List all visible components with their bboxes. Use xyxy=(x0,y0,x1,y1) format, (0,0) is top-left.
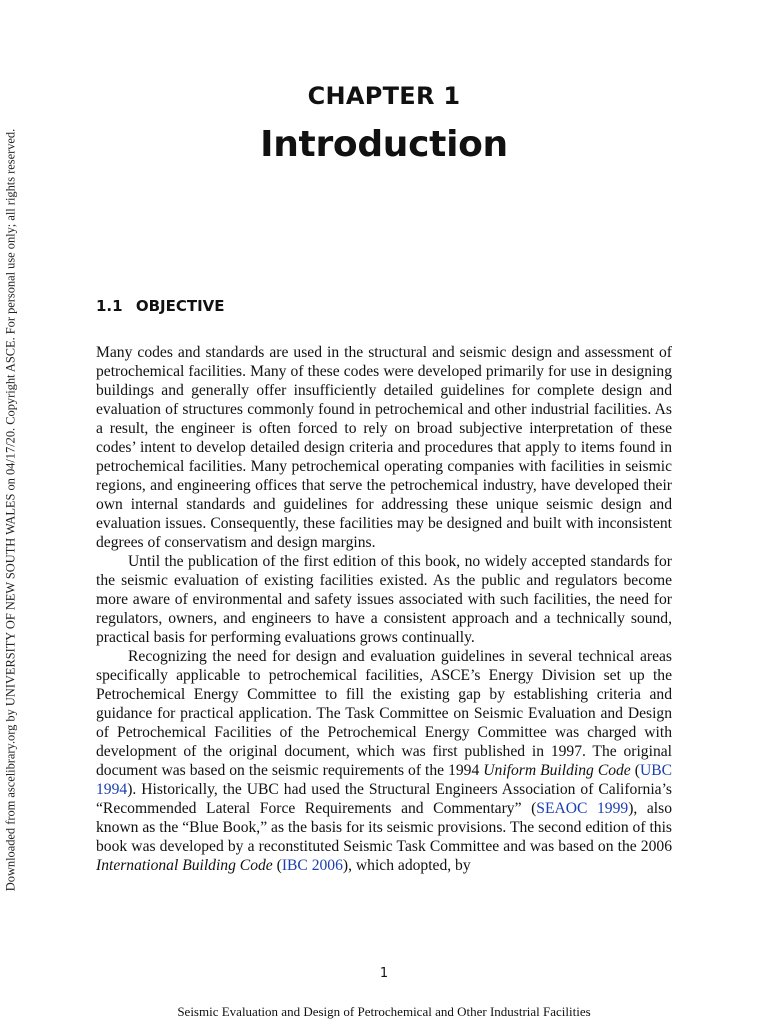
citation-link-seaoc-1999[interactable]: SEAOC 1999 xyxy=(536,800,629,817)
chapter-title: Introduction xyxy=(260,124,508,165)
body-text xyxy=(96,343,672,875)
book-title-ibc: International Building Code xyxy=(96,857,273,874)
book-title-ubc: Uniform Building Code xyxy=(483,762,631,779)
paragraph-1: Many codes and standards are used in the structural and seismic design and assessment of petrochemical facilities. Many of these codes were developed primarily for use in designing buildings and generally offer insufficiently detailed guidelines for complete design and evaluation of structures commonly found in petrochemical and other industrial facilities. As a result, the engineer is often forced to rely on broad subjective interpretation of these codes’ intent to develop detailed design criteria and procedures that apply to items found in petrochemical facilities. Many petrochemical operating companies with facilities in seismic regions, and engineering offices that serve the petrochemical industry, have developed their own internal standards and guidelines for addressing these unique seismic design and evaluation issues. Consequently, these facilities may be designed and built with inconsistent degrees of conservatism and design margins. xyxy=(96,344,672,551)
running-footer: Seismic Evaluation and Design of Petrochemical and Other Industrial Facilities xyxy=(177,1004,591,1019)
section-title: OBJECTIVE xyxy=(135,297,225,315)
paragraph-3-text: ( xyxy=(272,857,282,874)
paragraph-2: Until the publication of the first edition of this book, no widely accepted standards for the seismic evaluation of existing facilities existed. As the public and regulators become more aware of environmental and safety issues associated with such facilities, the need for regulators, owners, and engineers to have a consistent approach and a technically sound, practical basis for performing evaluations grows continually. xyxy=(96,553,672,646)
chapter-label: CHAPTER 1 xyxy=(307,82,461,110)
paragraph-3-text: ). Historically, the UBC had used the Structural Engineers Association of California’s “Recommended Lateral Force Requirements and Commentary” ( xyxy=(96,781,672,817)
paragraph-3-text: ), which adopted, by xyxy=(342,857,471,874)
paragraph-3-text: ), also known as the “Blue Book,” as the basis for its seismic provisions. The second edition of this book was developed by a reconstituted Seismic Task Committee and was based on the 2006 xyxy=(96,800,673,855)
page-number: 1 xyxy=(379,966,389,981)
citation-link-ibc-2006[interactable]: IBC 2006 xyxy=(281,857,343,874)
paragraph-3-text: Recognizing the need for design and evaluation guidelines in several technical areas specifically applicable to petrochemical facilities, ASCE’s Energy Division set up the Petrochemical Energy Committee to fill the existing gap by establishing criteria and guidance for practical application. The Task Committee on Seismic Evaluation and Design of Petrochemical Facilities of the Petrochemical Energy Committee was charged with development of the original document, which was first published in 1997. The original document was based on the seismic requirements of the 1994 xyxy=(96,648,672,779)
paragraph-3-text: ( xyxy=(630,762,640,779)
section-heading xyxy=(96,297,225,315)
download-notice: Downloaded from ascelibrary.org by UNIVERSITY OF NEW SOUTH WALES on 04/17/20. Copyright ASCE. For personal use only; all rights reserved. xyxy=(3,128,18,892)
paragraph-3 xyxy=(96,647,672,875)
section-number: 1.1 xyxy=(96,297,123,315)
citation-link-ubc-1994[interactable]: UBC 1994 xyxy=(96,762,673,798)
